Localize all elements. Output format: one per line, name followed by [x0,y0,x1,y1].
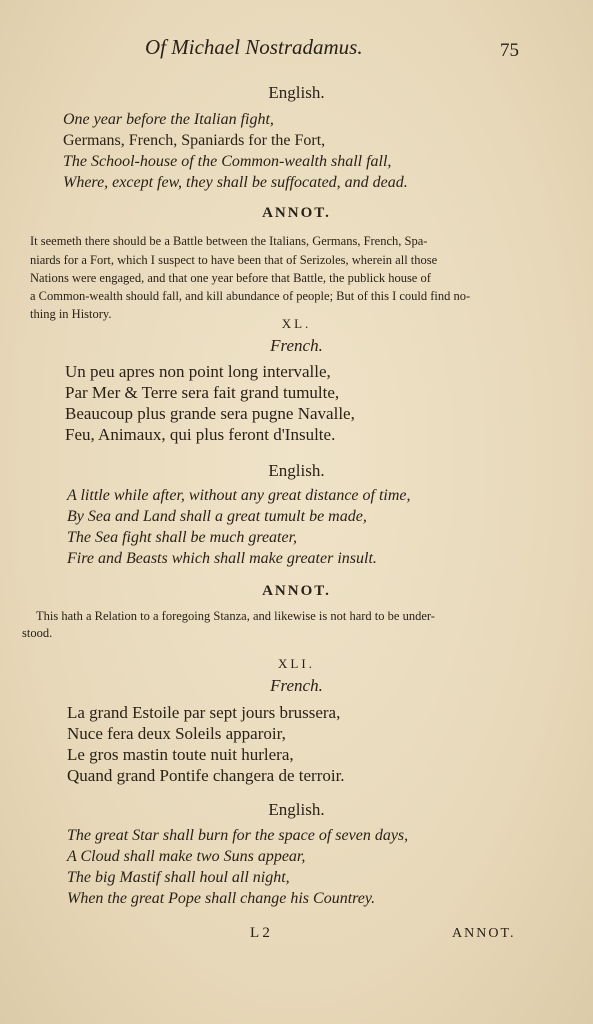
verse-line: Par Mer & Terre sera fait grand tumulte, [65,383,340,402]
verse-line: La grand Estoile par sept jours brussera, [67,703,341,722]
verse-line: By Sea and Land shall a great tumult be made, [67,508,367,525]
verse-line: Germans, French, Spaniards for the Fort, [63,132,326,149]
verse-line: The big Mastif shall houl all night, [67,869,290,886]
annot-line: a Common-wealth should fall, and kill abundance of people; But of this I could find no- [30,289,471,303]
verse-line: Le gros mastin toute nuit hurlera, [67,745,294,764]
annot-line: thing in History. [30,307,112,321]
verse-line: When the great Pope shall change his Countrey. [67,890,376,907]
verse-line: The Sea fight shall be much greater, [67,529,298,546]
verse-line: A Cloud shall make two Suns appear, [67,848,306,865]
verse-line: The great Star shall burn for the space of seven days, [67,827,409,844]
verse-line: Nuce fera deux Soleils apparoir, [67,724,286,743]
verse-line: Feu, Animaux, qui plus feront d'Insulte. [65,425,336,444]
stanza-number: XLI. [278,656,315,671]
annot-line: This hath a Relation to a foregoing Stanza, and likewise is not hard to be under- [36,609,435,623]
stanza-number: XL. [281,316,312,331]
annot-line: niards for a Fort, which I suspect to have been that of Serizoles, wherein all those [30,253,438,267]
verse-line: The School-house of the Common-wealth shall fall, [63,153,392,170]
verse-line: Fire and Beasts which shall make greater insult. [67,550,377,567]
verse-line: A little while after, without any great distance of time, [67,487,411,504]
english-heading: English. [268,800,325,819]
annot-line: Nations were engaged, and that one year before that Battle, the publick house of [30,271,431,285]
verse-line: One year before the Italian fight, [63,111,274,128]
annot-heading: ANNOT. [262,583,331,599]
verse-line: Beaucoup plus grande sera pugne Navalle, [65,404,355,423]
french-heading: French. [270,336,323,355]
french-heading: French. [270,676,323,695]
running-header: Of Michael Nostradamus. [145,35,363,59]
page-number: 75 [500,40,519,61]
english-heading: English. [268,461,325,480]
annot-line: It seemeth there should be a Battle between the Italians, Germans, French, Spa- [30,234,428,248]
verse-line: Un peu apres non point long intervalle, [65,362,331,381]
annot-line: stood. [22,626,53,640]
catchword: ANNOT. [452,926,516,941]
signature-mark: L 2 [250,925,270,941]
verse-line: Where, except few, they shall be suffocated, and dead. [63,174,408,191]
english-heading: English. [268,83,325,102]
verse-line: Quand grand Pontife changera de terroir. [67,766,345,785]
annot-heading: ANNOT. [262,205,331,221]
